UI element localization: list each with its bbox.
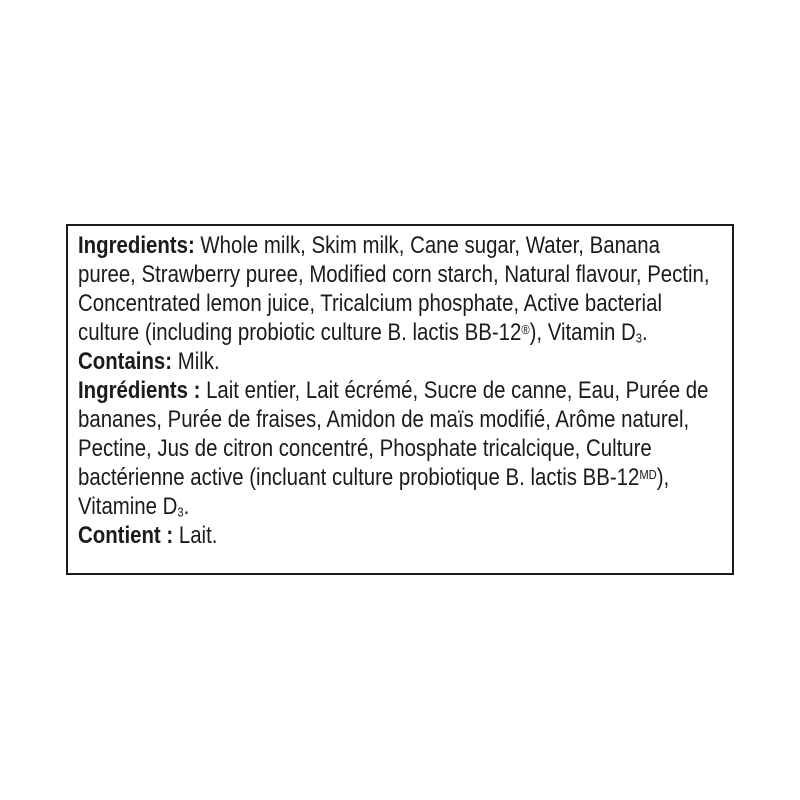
ingredients-heading-fr: Ingrédients : [78, 377, 201, 404]
ingredients-text-fr-end: . [183, 493, 190, 520]
contains-heading-en: Contains: [78, 348, 173, 375]
ingredients-text-fr-after-trademark: ), Vitamine D [78, 464, 670, 520]
ingredients-text-en-after-trademark: ), Vitamin D [529, 319, 636, 346]
ingredients-text-en-end: . [642, 319, 648, 346]
contains-text-en: Milk. [172, 348, 220, 375]
contains-paragraph-fr [78, 521, 722, 550]
ingredients-label-box [66, 224, 734, 575]
vitamin-d3-subscript-fr: 3 [177, 504, 184, 520]
ingredients-text-en: Whole milk, Skim milk, Cane sugar, Water, Banana puree, Strawberry puree, Modified corn starch, Natural flavour, Pectin, Concentrated lemon juice, Tricalcium phosphate, Active bacterial culture (including probiotic culture B. lactis BB-12 [78, 232, 710, 346]
registered-trademark-icon: ® [521, 322, 530, 338]
contains-heading-fr: Contient : [78, 522, 174, 549]
label-text-block [78, 231, 722, 550]
ingredients-paragraph-fr [78, 376, 722, 521]
contains-text-fr: Lait. [173, 522, 218, 549]
contains-paragraph-en [78, 347, 722, 376]
vitamin-d3-subscript-en: 3 [635, 330, 643, 346]
ingredients-heading-en: Ingredients: [78, 232, 195, 259]
ingredients-text-fr: Lait entier, Lait écrémé, Sucre de canne, Eau, Purée de bananes, Purée de fraises, Amidon de maïs modifié, Arôme naturel, Pectine, Jus de citron concentré, Phosphate tricalcique, Culture bactérienne active (incluant culture probiotique B. lactis BB-12 [78, 377, 709, 491]
ingredients-paragraph-en [78, 231, 722, 347]
marque-deposee-superscript: MD [639, 467, 657, 483]
